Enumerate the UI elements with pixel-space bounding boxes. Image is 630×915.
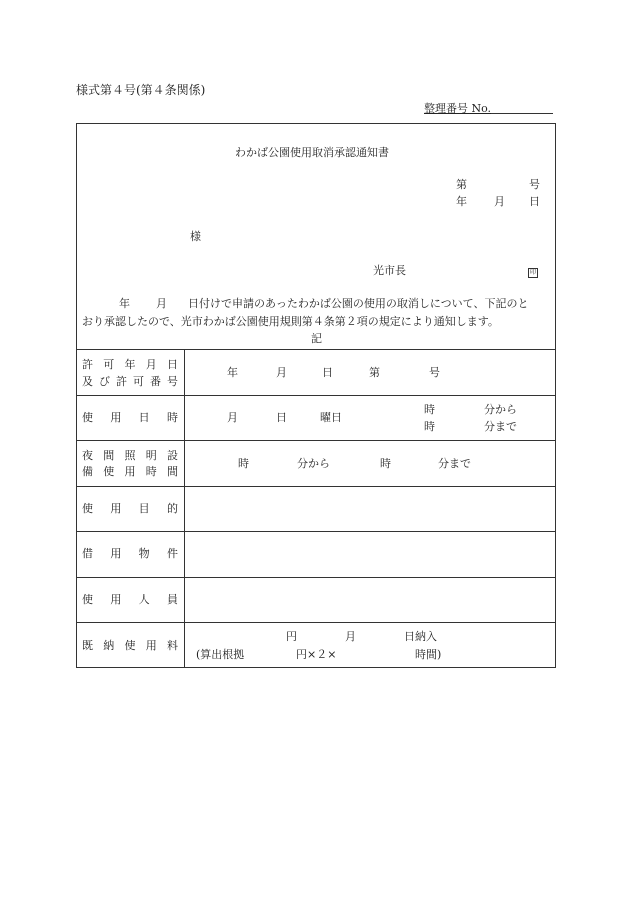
label-char: 時 — [166, 411, 178, 424]
no-go: 号 — [529, 178, 540, 191]
label-char: 号 — [167, 375, 178, 388]
doc-title: わかば公園使用取消承認通知書 — [235, 146, 389, 159]
label-char: 用 — [110, 502, 122, 515]
permit-gatsu: 月 — [276, 366, 287, 379]
label-char: 使 — [103, 465, 115, 478]
fee-month: 月 — [345, 630, 356, 643]
label-char: 件 — [166, 547, 178, 560]
usage-hour-until: 時 — [424, 420, 435, 433]
no-dai: 第 — [456, 178, 467, 191]
label-char: 使 — [124, 639, 136, 652]
row-divider — [76, 531, 556, 532]
permit-nen: 年 — [227, 366, 238, 379]
fee-yen-x2: 円×２× — [296, 648, 337, 661]
personnel-label — [82, 594, 178, 605]
label-char: 可 — [103, 358, 115, 371]
label-char: 用 — [145, 639, 157, 652]
label-char: 使 — [82, 411, 93, 424]
usage-weekday: 曜日 — [320, 411, 342, 424]
usage-datetime-label — [82, 412, 178, 423]
body-line-1: 日付けで申請のあったわかば公園の使用の取消しについて、下記のと — [188, 297, 529, 310]
row-divider — [76, 486, 556, 487]
label-char: 月 — [145, 358, 157, 371]
row-divider — [76, 395, 556, 396]
issuer: 光市長 — [373, 264, 406, 277]
ref-number-label: 整理番号 No. — [424, 102, 492, 115]
permit-go: 号 — [429, 366, 440, 379]
permit-nichi: 日 — [322, 366, 333, 379]
label-char: 許 — [116, 375, 127, 388]
label-char: 用 — [110, 593, 122, 606]
label-char: び — [99, 375, 110, 388]
label-char: 可 — [133, 375, 144, 388]
label-char: 既 — [82, 639, 93, 652]
fee-yen: 円 — [286, 630, 297, 643]
usage-month: 月 — [227, 411, 238, 424]
label-char: 許 — [82, 358, 93, 371]
night-hour-from: 時 — [238, 457, 249, 470]
date-day: 日 — [529, 195, 540, 208]
date-month: 月 — [494, 195, 505, 208]
ref-number-blank — [491, 103, 553, 114]
label-char: 時 — [145, 465, 157, 478]
seal-mark — [528, 265, 538, 278]
usage-hour-from: 時 — [424, 403, 435, 416]
label-char: 的 — [166, 502, 178, 515]
body-year: 年 — [119, 297, 130, 310]
label-char: 用 — [110, 547, 122, 560]
form-number: 様式第４号(第４条関係) — [76, 83, 206, 97]
body-month: 月 — [156, 297, 167, 310]
row-divider — [76, 349, 556, 350]
borrowed-items-label — [82, 548, 178, 559]
ki: 記 — [311, 332, 322, 345]
label-char: 物 — [138, 547, 150, 560]
row-divider — [76, 440, 556, 441]
usage-day: 日 — [276, 411, 287, 424]
label-char: 人 — [138, 593, 150, 606]
label-char: 設 — [167, 449, 178, 462]
label-char: 目 — [138, 502, 150, 515]
night-until: 分まで — [438, 457, 471, 470]
row-divider — [76, 622, 556, 623]
fee-hours-close: 時間) — [415, 648, 442, 661]
label-char: 用 — [110, 411, 122, 424]
label-char: 備 — [82, 465, 93, 478]
night-from: 分から — [297, 457, 330, 470]
row-divider — [76, 577, 556, 578]
usage-until: 分まで — [484, 420, 517, 433]
usage-from: 分から — [484, 403, 517, 416]
label-char: 間 — [167, 465, 178, 478]
label-char: 使 — [82, 502, 93, 515]
label-char: 間 — [103, 449, 115, 462]
addressee-sama: 様 — [190, 230, 201, 243]
label-char: 員 — [166, 593, 178, 606]
permit-label-line1 — [82, 359, 178, 370]
label-char: 照 — [124, 449, 136, 462]
column-divider — [184, 349, 185, 668]
fee-label — [82, 640, 178, 651]
seal-icon: 印 — [529, 269, 536, 276]
label-char: 夜 — [82, 449, 93, 462]
label-char: 用 — [124, 465, 136, 478]
label-char: 日 — [167, 358, 178, 371]
permit-dai: 第 — [369, 366, 380, 379]
label-char: 納 — [103, 639, 115, 652]
label-char: 明 — [145, 449, 157, 462]
permit-label-line2 — [82, 376, 178, 387]
label-char: 借 — [82, 547, 93, 560]
night-light-label-line2 — [82, 466, 178, 477]
night-hour-until: 時 — [380, 457, 391, 470]
purpose-label — [82, 503, 178, 514]
label-char: 日 — [138, 411, 150, 424]
label-char: 料 — [167, 639, 178, 652]
body-line-2: おり承認したので、光市わかば公園使用規則第４条第２項の規定により通知します。 — [82, 315, 499, 328]
fee-paid: 日納入 — [404, 630, 437, 643]
label-char: 及 — [82, 375, 93, 388]
fee-calc-open: (算出根拠 — [196, 648, 245, 661]
night-light-label-line1 — [82, 450, 178, 461]
label-char: 年 — [124, 358, 136, 371]
label-char: 番 — [150, 375, 161, 388]
ref-number — [424, 103, 553, 114]
label-char: 使 — [82, 593, 93, 606]
date-year: 年 — [456, 195, 467, 208]
